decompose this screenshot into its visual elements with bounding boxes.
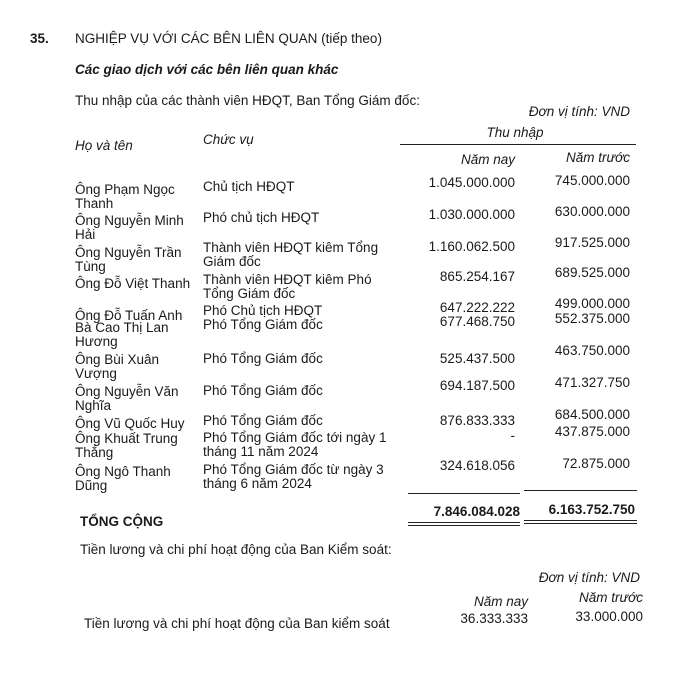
row-name: Ông Ngô Thanh Dũng [75,464,171,493]
supervisory-unit: Đơn vị tính: VND [538,570,640,585]
supervisory-row-prior: 33.000.000 [575,609,643,624]
total-top-rule-current [408,493,520,494]
supervisory-intro: Tiền lương và chi phí hoạt động của Ban Kiểm soát: [80,542,392,557]
supervisory-prior-year: Năm trước [579,590,643,605]
row-current: 1.160.062.500 [428,239,515,254]
total-bottom-rule-current-2 [408,525,520,526]
row-name: Ông Nguyễn Trần Tùng [75,245,182,274]
row-current: 647.222.222 [439,300,515,315]
row-prior: 471.327.750 [554,375,630,390]
row-current: - [510,428,515,443]
row-current: 1.045.000.000 [428,175,515,190]
header-position: Chức vụ [203,132,254,147]
section-title-suffix: (tiếp theo) [321,31,382,46]
row-current: 1.030.000.000 [428,207,515,222]
row-prior: 917.525.000 [554,235,630,250]
row-prior: 72.875.000 [562,456,630,471]
section-subtitle: Các giao dịch với các bên liên quan khác [75,62,339,77]
row-position: Phó Tổng Giám đốc [203,383,323,398]
total-label: TỔNG CỘNG [80,514,164,529]
header-name: Họ và tên [75,138,133,153]
row-position: Phó Tổng Giám đốc [203,413,323,428]
row-position: Chủ tịch HĐQT [203,179,295,194]
row-prior: 630.000.000 [554,204,630,219]
row-position: Phó chủ tịch HĐQT [203,210,320,225]
row-position: Thành viên HĐQT kiêm Phó Tổng Giám đốc [203,272,372,301]
total-bottom-rule-prior-2 [524,523,637,524]
row-current: 694.187.500 [439,378,515,393]
supervisory-row-current: 36.333.333 [460,611,528,626]
row-current: 677.468.750 [439,314,515,329]
row-prior: 684.500.000 [554,407,630,422]
income-header-rule [400,144,636,145]
row-current: 876.833.333 [439,413,515,428]
row-name: Ông Đỗ Việt Thanh [75,276,191,291]
supervisory-row-label: Tiền lương và chi phí hoạt động của Ban kiểm soát [84,616,390,631]
row-position: Phó Chủ tịch HĐQT [203,303,323,318]
header-current-year: Năm nay [460,152,515,167]
supervisory-current-year: Năm nay [473,594,528,609]
row-name: Ông Vũ Quốc Huy [75,416,185,431]
row-prior: 689.525.000 [554,265,630,280]
row-prior: 463.750.000 [554,343,630,358]
row-current: 525.437.500 [439,351,515,366]
header-prior-year: Năm trước [566,150,630,165]
row-prior: 745.000.000 [554,173,630,188]
total-bottom-rule-current [408,522,520,523]
row-position: Phó Tổng Giám đốc [203,351,323,366]
row-prior: 499.000.000 [554,296,630,311]
row-name: Ông Nguyễn Minh Hải [75,213,184,242]
row-position: Phó Tổng Giám đốc tới ngày 1 tháng 11 năm 2024 [203,430,387,459]
section-title-line [75,31,382,46]
total-current: 7.846.084.028 [433,504,520,519]
section-title: NGHIỆP VỤ VỚI CÁC BÊN LIÊN QUAN [75,31,318,46]
row-position: Phó Tổng Giám đốc [203,317,323,332]
row-current: 865.254.167 [439,269,515,284]
header-income: Thu nhập [486,125,544,140]
row-position: Thành viên HĐQT kiêm Tổng Giám đốc [203,240,379,269]
row-prior: 437.875.000 [554,424,630,439]
row-name: Ông Khuất Trung Thắng [75,431,178,460]
row-name: Ông Đỗ Tuấn Anh [75,308,183,323]
row-name: Ông Nguyễn Văn Nghĩa [75,384,179,413]
total-prior: 6.163.752.750 [548,502,635,517]
total-top-rule-prior [524,490,637,491]
section-number: 35. [30,31,49,46]
row-name: Ông Bùi Xuân Vượng [75,352,160,381]
row-prior: 552.375.000 [554,311,630,326]
total-bottom-rule-prior [524,520,637,521]
row-position: Phó Tổng Giám đốc từ ngày 3 tháng 6 năm 2024 [203,462,384,491]
board-income-unit: Đơn vị tính: VND [528,104,630,119]
row-name: Ông Phạm Ngọc Thanh [75,182,175,211]
row-name: Bà Cao Thị Lan Hương [75,320,169,349]
row-current: 324.618.056 [439,458,515,473]
board-income-intro: Thu nhập của các thành viên HĐQT, Ban Tổng Giám đốc: [75,93,420,108]
